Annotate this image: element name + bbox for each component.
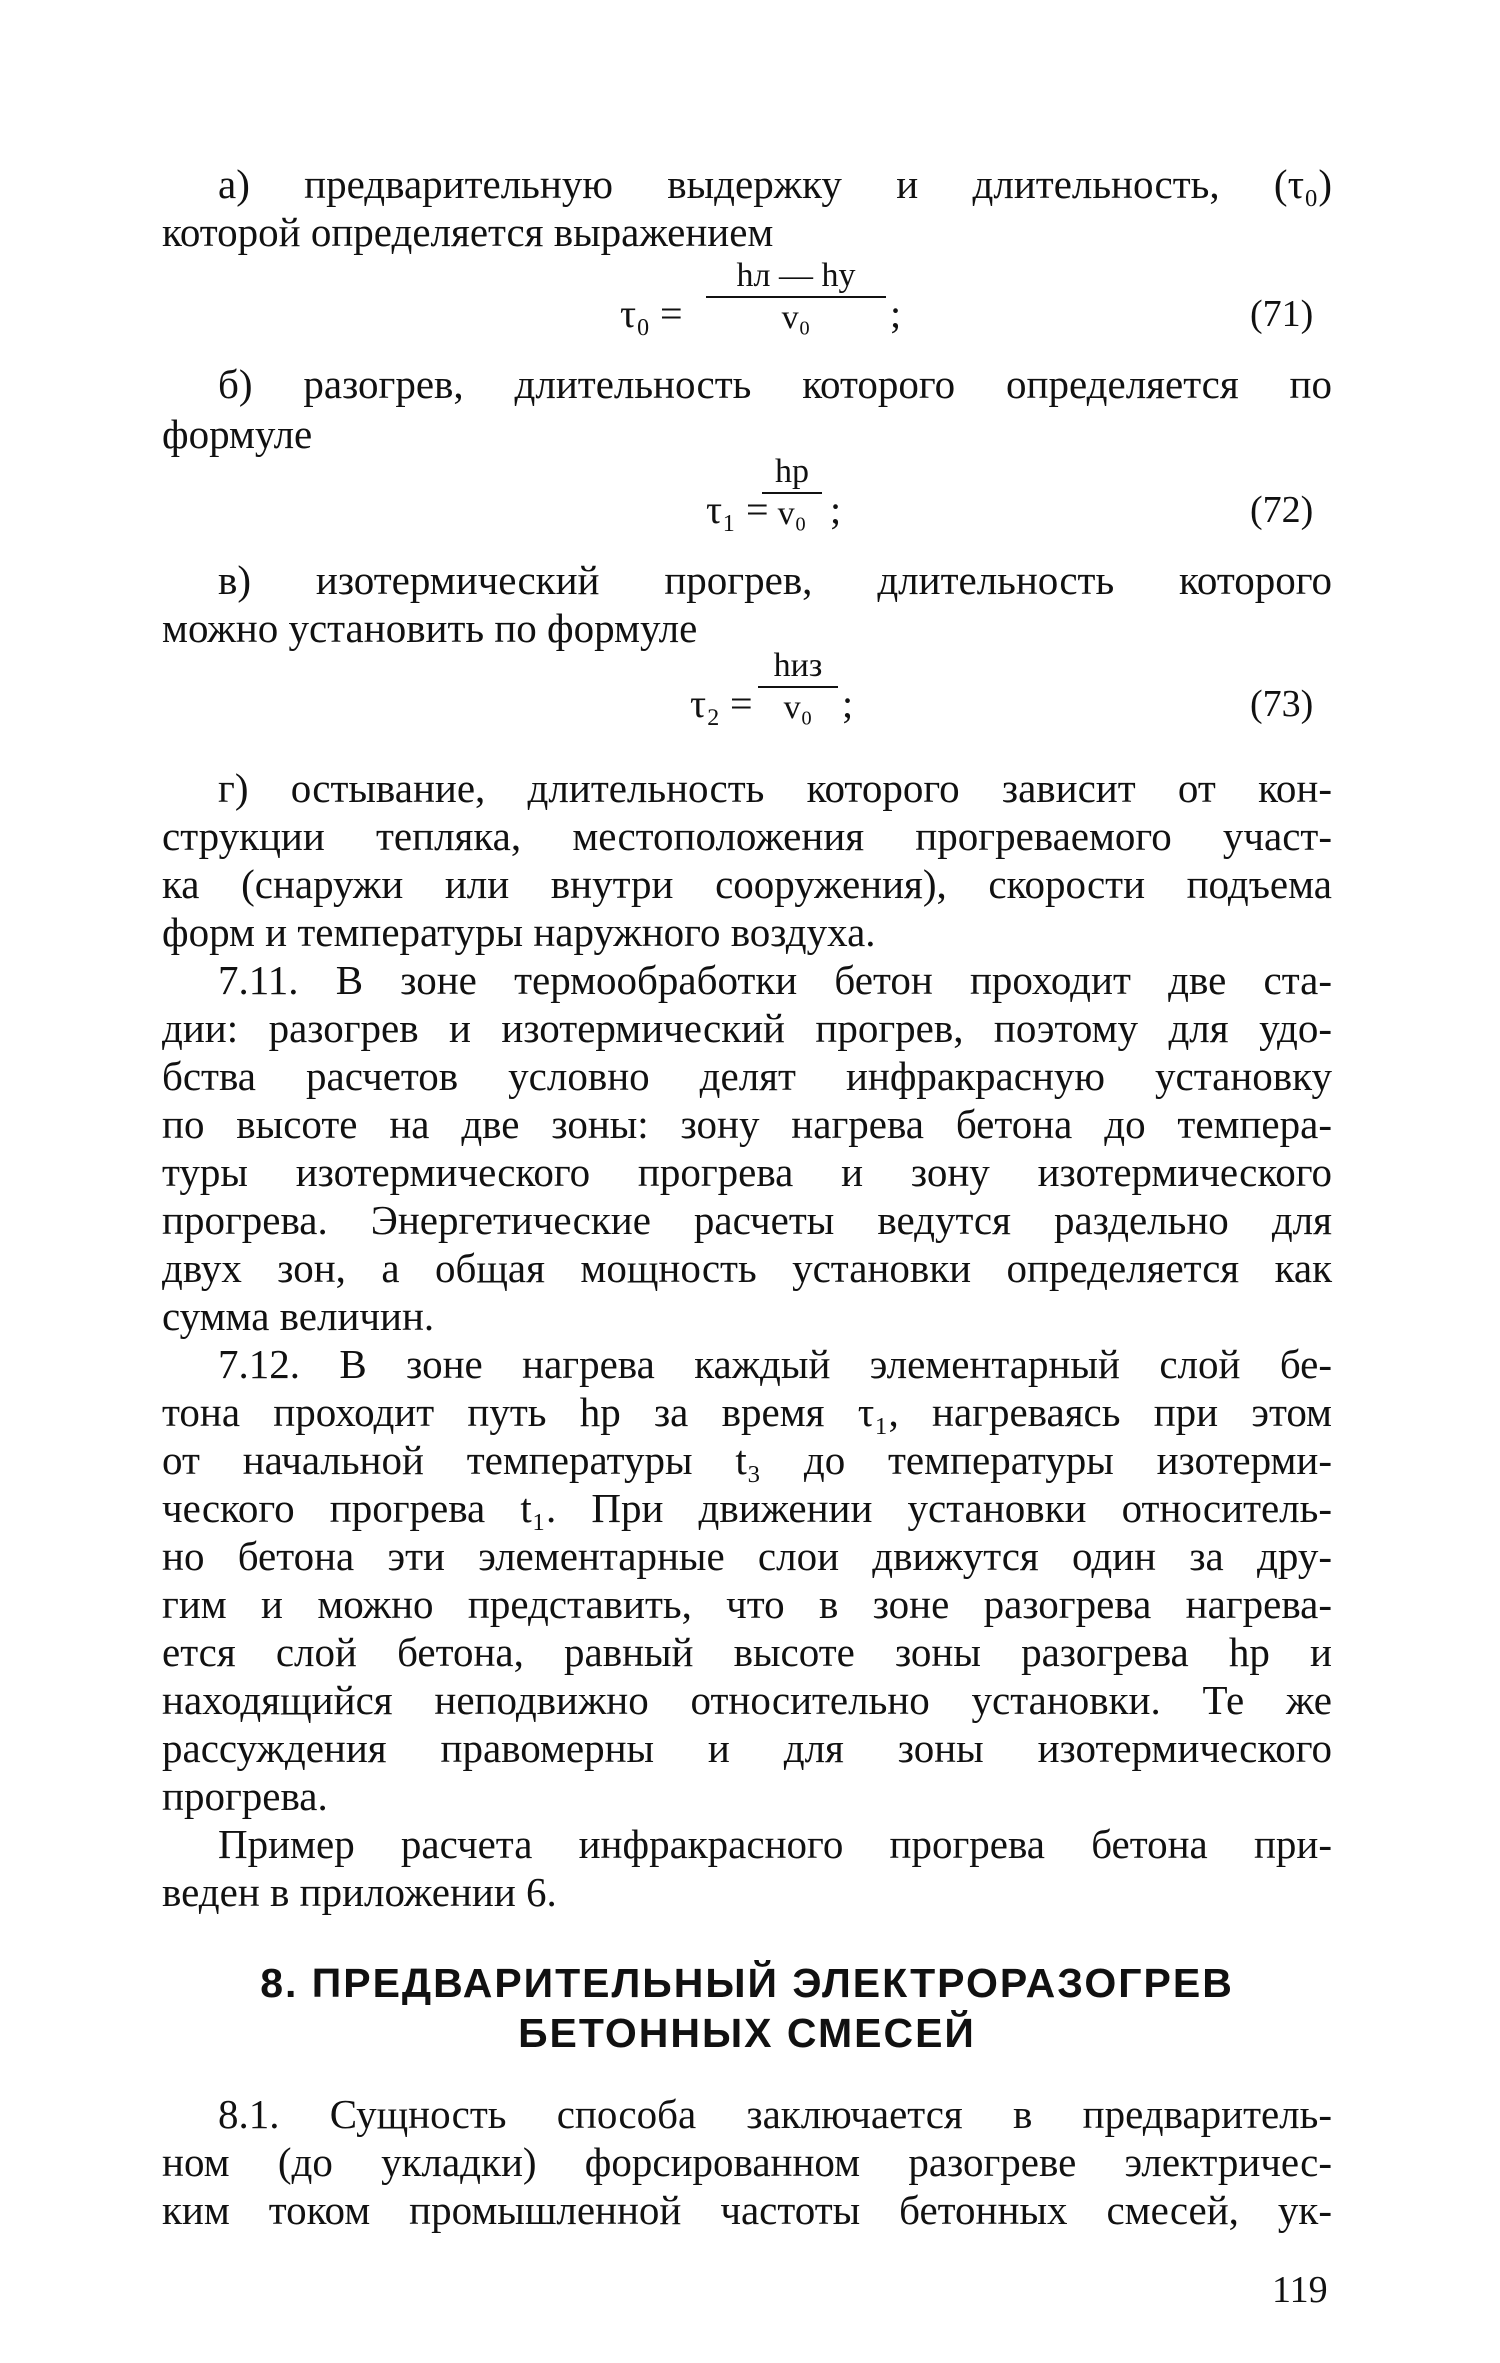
formula-72-denominator: v₀ <box>777 495 807 532</box>
item-a-line2: которой определяется выражением <box>162 209 774 255</box>
section-title-line1: 8. ПРЕДВАРИТЕЛЬНЫЙ ЭЛЕКТРОРАЗОГРЕВ <box>260 1960 1234 2006</box>
formula-73-numerator: hиз <box>758 646 838 688</box>
para-712-line: от начальной температуры t₃ до температуры изотерми- <box>162 1437 1332 1483</box>
formula-71-denominator: v₀ <box>781 299 811 336</box>
formula-73-fraction <box>758 646 838 728</box>
para-711-line: бства расчетов условно делят инфракрасную установку <box>162 1053 1332 1099</box>
page-number: 119 <box>1272 2269 1328 2311</box>
formula-71-lhs: τ₀ = <box>620 291 683 336</box>
formula-72-numerator: hр <box>762 452 822 494</box>
formula-72-number: (72) <box>1250 489 1314 531</box>
para-712-line: ется слой бетона, равный высоте зоны разогрева hр и <box>162 1629 1332 1675</box>
formula-72-lhs: τ₁ = <box>706 487 769 532</box>
para-712-line: но бетона эти элементарные слои движутся один за дру- <box>162 1533 1332 1579</box>
para-81-line: 8.1. Сущность способа заключается в предваритель- <box>218 2091 1332 2137</box>
para-712-line: ческого прогрева t₁. При движении установки относитель- <box>162 1485 1332 1531</box>
formula-71-semicolon: ; <box>890 291 902 336</box>
item-b-line1: б) разогрев, длительность которого определяется по <box>218 361 1332 407</box>
section-title-line2: БЕТОННЫХ СМЕСЕЙ <box>518 2010 976 2056</box>
para-81-line: ким током промышленной частоты бетонных смесей, ук- <box>162 2187 1332 2233</box>
item-d-line: форм и температуры наружного воздуха. <box>162 909 876 955</box>
item-d-line: г) остывание, длительность которого зависит от кон- <box>218 765 1332 811</box>
item-a-line1: а) предварительную выдержку и длительность, (τ₀) <box>218 161 1332 207</box>
formula-72-semicolon: ; <box>830 487 842 532</box>
para-711-line: сумма величин. <box>162 1293 435 1339</box>
para-712-line: гим и можно представить, что в зоне разогрева нагрева- <box>162 1581 1332 1627</box>
formula-71-numerator: hл — hу <box>706 256 886 298</box>
para-712-line: 7.12. В зоне нагрева каждый элементарный слой бе- <box>218 1341 1332 1387</box>
formula-73-semicolon: ; <box>842 681 854 726</box>
item-c-line1: в) изотермический прогрев, длительность которого <box>218 557 1332 603</box>
para-712-line: прогрева. <box>162 1773 328 1819</box>
formula-73-number: (73) <box>1250 683 1314 725</box>
para-81-line: ном (до укладки) форсированном разогреве электричес- <box>162 2139 1332 2185</box>
formula-72-fraction <box>762 452 822 534</box>
para-711-line: по высоте на две зоны: зону нагрева бетона до темпера- <box>162 1101 1332 1147</box>
para-711-line: дии: разогрев и изотермический прогрев, поэтому для удо- <box>162 1005 1332 1051</box>
para-712-line: рассуждения правомерны и для зоны изотермического <box>162 1725 1332 1771</box>
item-d-line: струкции тепляка, местоположения прогреваемого участ- <box>162 813 1332 859</box>
formula-71-fraction <box>706 256 886 338</box>
formula-71-number: (71) <box>1250 293 1314 335</box>
example-line: Пример расчета инфракрасного прогрева бетона при- <box>218 1821 1332 1867</box>
formula-73-lhs: τ₂ = <box>690 681 753 726</box>
para-711-line: прогрева. Энергетические расчеты ведутся раздельно для <box>162 1197 1332 1243</box>
para-712-line: тона проходит путь hр за время τ₁, нагреваясь при этом <box>162 1389 1332 1435</box>
para-711-line: двух зон, а общая мощность установки определяется как <box>162 1245 1332 1291</box>
para-711-line: 7.11. В зоне термообработки бетон проходит две ста- <box>218 957 1332 1003</box>
formula-73-denominator: v₀ <box>783 689 813 726</box>
item-c-line2: можно установить по формуле <box>162 605 698 651</box>
example-line: веден в приложении 6. <box>162 1869 557 1915</box>
para-712-line: находящийся неподвижно относительно установки. Те же <box>162 1677 1332 1723</box>
item-b-line2: формуле <box>162 411 313 457</box>
item-d-line: ка (снаружи или внутри сооружения), скорости подъема <box>162 861 1332 907</box>
para-711-line: туры изотермического прогрева и зону изотермического <box>162 1149 1332 1195</box>
